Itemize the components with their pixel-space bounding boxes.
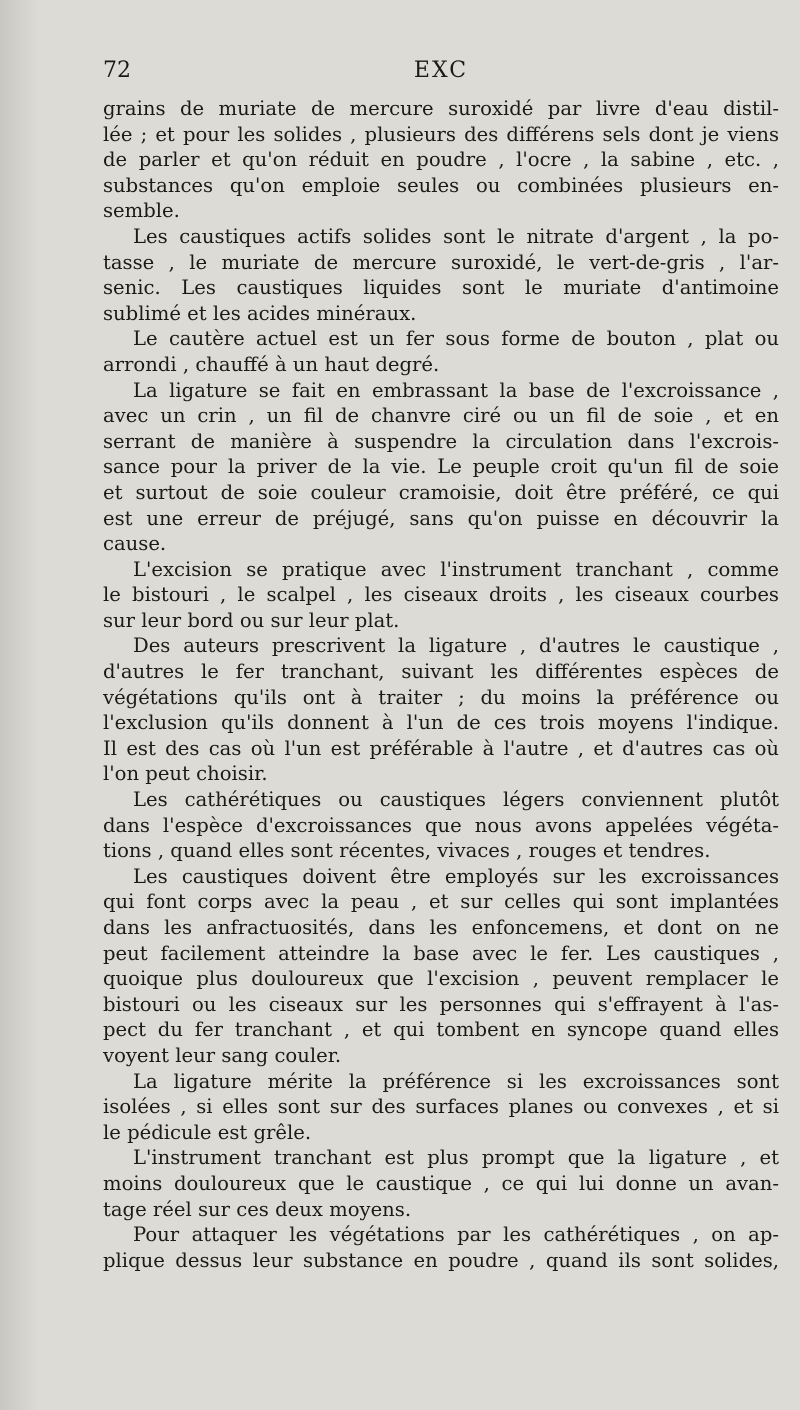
text-line: dans l'espèce d'excroissances que nous avons appelées végéta- (103, 813, 779, 837)
text-line: Les caustiques doivent être employés sur les excroissances (133, 864, 779, 888)
text-line: est une erreur de préjugé, sans qu'on puisse en découvrir la (103, 506, 779, 530)
text-line: peut facilement atteindre la base avec le fer. Les caustiques , (103, 941, 779, 965)
text-line: avec un crin , un fil de chanvre ciré ou un fil de soie , et en (103, 404, 779, 428)
text-line: tage réel sur ces deux moyens. (103, 1197, 412, 1221)
text-line: sur leur bord ou sur leur plat. (103, 608, 400, 632)
text-line: grains de muriate de mercure suroxidé par livre d'eau distil- (103, 97, 779, 120)
text-line: dans les anfractuosités, dans les enfoncemens, et dont on ne (103, 916, 779, 939)
text-line: tasse , le muriate de mercure suroxidé, le vert-de-gris , l'ar- (103, 250, 779, 274)
running-title: EXC (413, 58, 469, 83)
text-line: lée ; et pour les solides , plusieurs des différens sels dont je viens (103, 122, 779, 146)
paragraph (103, 224, 779, 326)
text-line: le bistouri , le scalpel , les ciseaux droits , les ciseaux courbes (103, 583, 779, 607)
text-line: serrant de manière à suspendre la circulation dans l'excrois- (103, 429, 779, 453)
text-line: sublimé et les acides minéraux. (103, 301, 417, 325)
text-line: L'excision se pratique avec l'instrument tranchant , comme (133, 557, 779, 581)
text-line: Des auteurs prescrivent la ligature , d'autres le caustique , (133, 634, 779, 658)
running-head (103, 54, 779, 96)
text-line: quoique plus douloureux que l'excision , peuvent remplacer le (103, 967, 779, 991)
text-line: sance pour la priver de la vie. Le peuple croit qu'un fil de soie (103, 455, 779, 479)
text-line: plique dessus leur substance en poudre , quand ils sont solides, (103, 1248, 779, 1272)
text-line: La ligature se fait en embrassant la base de l'excroissance , (133, 378, 779, 402)
text-line: et surtout de soie couleur cramoisie, doit être préféré, ce qui (103, 480, 779, 504)
text-line: d'autres le fer tranchant, suivant les différentes espèces de (103, 660, 779, 684)
text-line: Les cathérétiques ou caustiques légers conviennent plutôt (133, 788, 779, 812)
text-line: Pour attaquer les végétations par les cathérétiques , on ap- (133, 1223, 779, 1247)
text-line: Il est des cas où l'un est préférable à l'autre , et d'autres cas où (103, 736, 779, 760)
text-line: tions , quand elles sont récentes, vivaces , rouges et tendres. (103, 839, 711, 863)
text-line: voyent leur sang couler. (103, 1043, 342, 1067)
text-line: La ligature mérite la préférence si les excroissances sont (133, 1069, 779, 1093)
text-line: de parler et qu'on réduit en poudre , l'ocre , la sabine , etc. , (103, 148, 779, 172)
paragraph (103, 96, 779, 224)
paragraph (103, 557, 779, 634)
paragraph (103, 1069, 779, 1146)
text-line: le pédicule est grêle. (103, 1120, 312, 1144)
text-line: bistouri ou les ciseaux sur les personnes qui s'effrayent à l'as- (103, 992, 779, 1016)
text-line: Les caustiques actifs solides sont le nitrate d'argent , la po- (133, 224, 779, 248)
text-line: Le cautère actuel est un fer sous forme de bouton , plat ou (133, 327, 779, 351)
text-line: L'instrument tranchant est plus prompt que la ligature , et (133, 1146, 779, 1170)
text-line: arrondi , chauffé à un haut degré. (103, 352, 440, 376)
text-line: cause. (103, 532, 167, 556)
paragraph (103, 633, 779, 787)
page-number: 72 (103, 58, 131, 83)
body-text (103, 96, 779, 1273)
paragraph (103, 787, 779, 864)
text-block (103, 54, 779, 1273)
paragraph (103, 1222, 779, 1273)
text-line: pect du fer tranchant , et qui tombent en syncope quand elles (103, 1018, 779, 1042)
text-line: moins douloureux que le caustique , ce qui lui donne un avan- (103, 1171, 779, 1195)
page-gutter-shadow (0, 0, 40, 1410)
paragraph (103, 1145, 779, 1222)
text-line: l'on peut choisir. (103, 762, 268, 786)
paragraph (103, 378, 779, 557)
text-line: substances qu'on emploie seules ou combinées plusieurs en- (103, 173, 779, 197)
text-line: semble. (103, 199, 180, 223)
text-line: l'exclusion qu'ils donnent à l'un de ces trois moyens l'indique. (103, 711, 779, 735)
text-line: qui font corps avec la peau , et sur celles qui sont implantées (103, 890, 779, 914)
text-line: isolées , si elles sont sur des surfaces planes ou convexes , et si (103, 1095, 779, 1119)
paragraph (103, 326, 779, 377)
paragraph (103, 864, 779, 1069)
text-line: végétations qu'ils ont à traiter ; du moins la préférence ou (103, 685, 779, 709)
text-line: senic. Les caustiques liquides sont le muriate d'antimoine (103, 276, 779, 300)
